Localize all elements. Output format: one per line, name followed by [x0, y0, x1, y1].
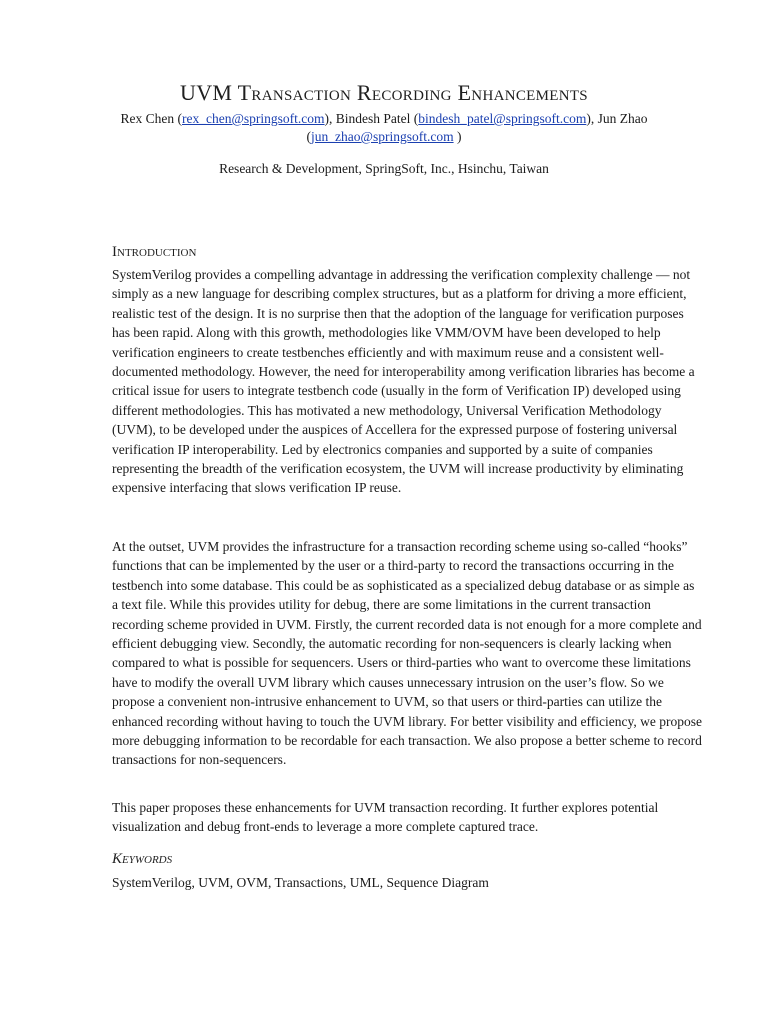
section-heading-keywords: Keywords — [112, 851, 173, 867]
author-text: ( — [306, 129, 312, 144]
keywords-list: SystemVerilog, UVM, OVM, Transactions, UML, Sequence Diagram — [112, 875, 489, 890]
author-email-link[interactable]: bindesh_patel@springsoft.com — [418, 111, 587, 126]
author-email-link[interactable]: rex_chen@springsoft.com — [182, 111, 325, 126]
author-text: ), Bindesh Patel ( — [324, 111, 419, 126]
body-paragraph: SystemVerilog provides a compelling advantage in addressing the verification complexity challenge — not simply as a new language for describing complex structures, but as a platform for driving a more efficient, realistic test of the design. It is no surprise then that the adoption of the language for verification purposes has been rapid. Along with this growth, methodologies like VMM/OVM have been developed to help verification engineers to create testbenches efficiently and with maximum reuse and a consistent well-documented methodology. However, the need for interoperability among verification libraries has become a critical issue for users to integrate testbench code (usually in the form of Verification IP) developed using different methodologies. This has motivated a new methodology, Universal Verification Methodology (UVM), to be developed under the auspices of Accellera for the expressed purpose of fostering universal verification IP interoperability. Led by electronics companies and supported by a suite of companies representing the breadth of the verification ecosystem, the UVM will increase productivity by eliminating expensive interfacing that slows verification IP reuse. — [112, 267, 695, 496]
body-paragraph: This paper proposes these enhancements for UVM transaction recording. It further explores potential visualization and debug front-ends to leverage a more complete captured trace. — [112, 800, 659, 835]
author-list — [0, 110, 768, 146]
section-heading-introduction: Introduction — [112, 244, 197, 260]
author-line-1 — [0, 110, 768, 128]
paper-title: UVM Transaction Recording Enhancements — [180, 80, 588, 105]
author-text: Rex Chen ( — [120, 111, 183, 126]
author-email-link[interactable]: jun_zhao@springsoft.com — [311, 129, 454, 144]
author-line-2 — [0, 128, 768, 146]
affiliation: Research & Development, SpringSoft, Inc., Hsinchu, Taiwan — [219, 161, 549, 176]
author-text: ) — [453, 129, 462, 144]
body-paragraph: At the outset, UVM provides the infrastructure for a transaction recording scheme using so-called “hooks” functions that can be implemented by the user or a third-party to record the transactions occurring in the testbench into some database. This could be as sophisticated as a specialized debug database or as simple as a text file. While this provides utility for debug, there are some limitations in the current transaction recording scheme provided in UVM. Firstly, the current recorded data is not enough for a more complete and efficient debugging view. Secondly, the automatic recording for non-sequencers is clearly lacking when compared to what is possible for sequencers. Users or third-parties who want to overcome these limitations have to modify the overall UVM library which causes unnecessary intrusion on the user’s flow. So we propose a convenient non-intrusive enhancement to UVM, so that users or third-parties can utilize the enhanced recording without having to touch the UVM library. For better visibility and efficiency, we propose more debugging information to be recordable for each transaction. We also propose a better scheme to record transactions for non-sequencers. — [112, 539, 702, 768]
author-text: ), Jun Zhao — [586, 111, 648, 126]
